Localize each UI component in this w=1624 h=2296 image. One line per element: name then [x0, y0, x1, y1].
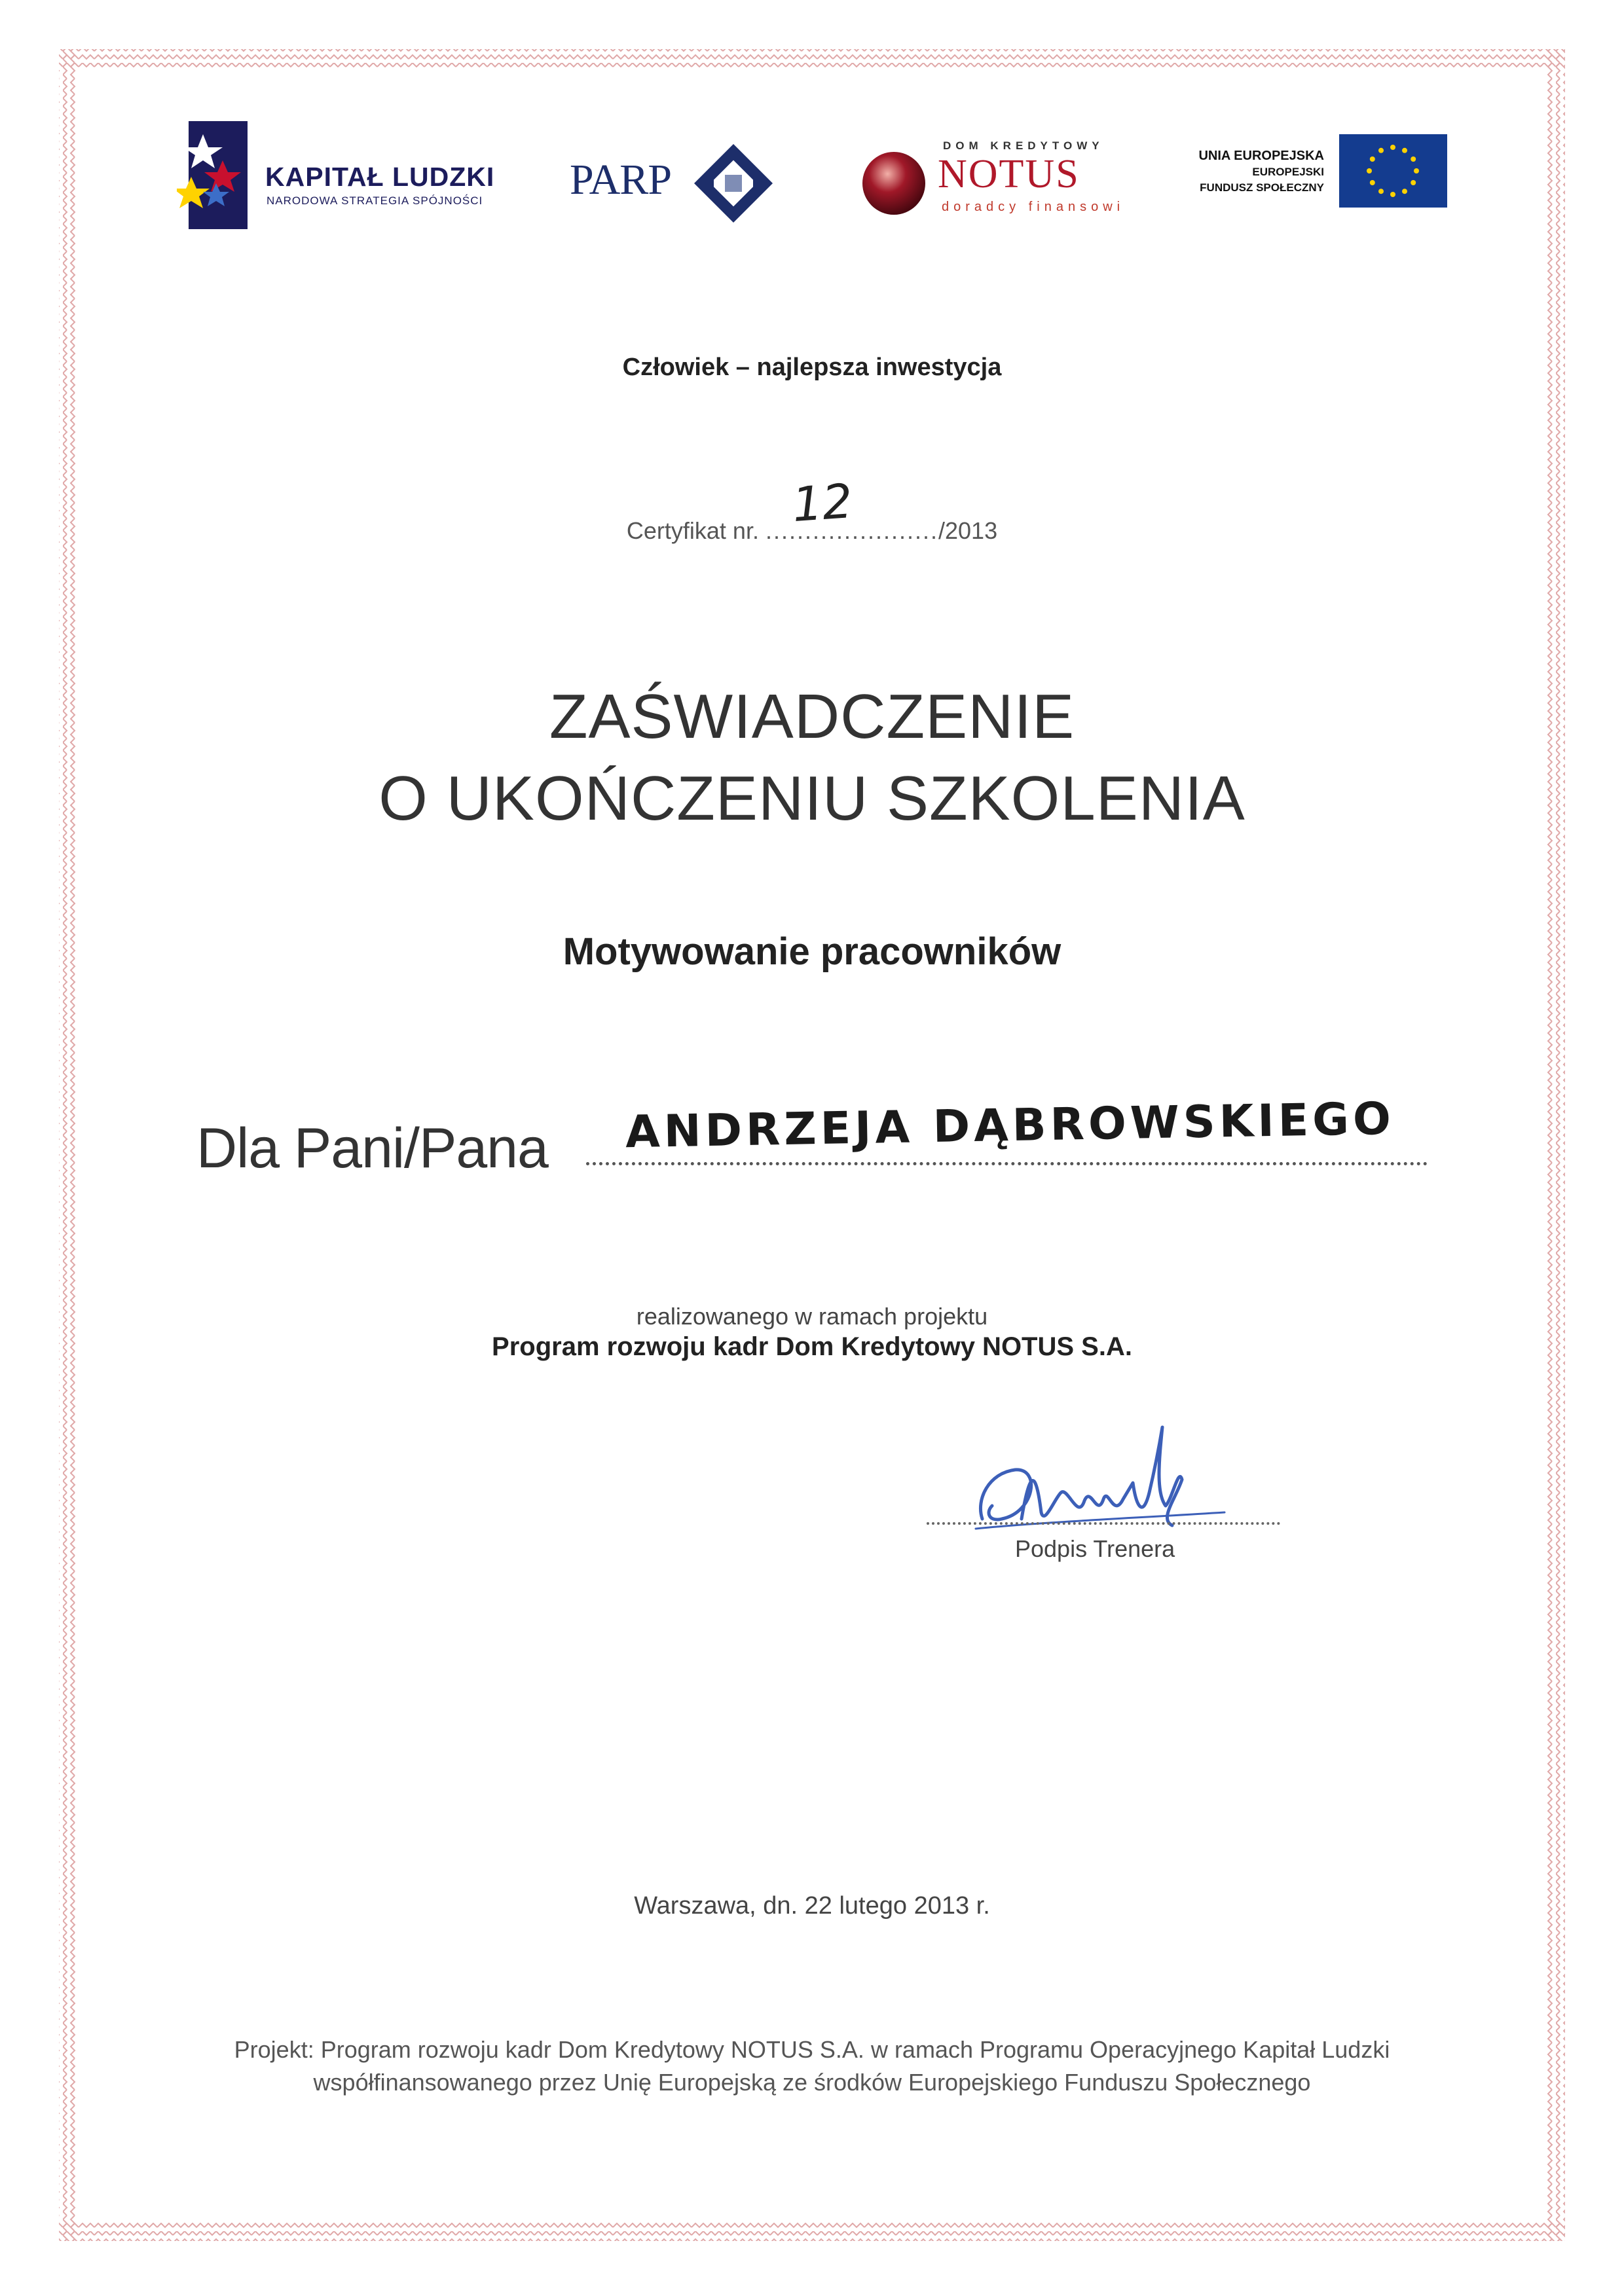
title-line-1: ZAŚWIADCZENIE — [549, 682, 1075, 752]
eu-star-icon — [1370, 156, 1375, 162]
logo-bar — [177, 121, 1447, 239]
course-name: Motywowanie pracowników — [563, 930, 1061, 973]
eu-line-2: EUROPEJSKI — [1252, 166, 1324, 178]
project-intro: realizowanego w ramach projektu — [636, 1303, 988, 1330]
signature-label: Podpis Trenera — [1015, 1535, 1175, 1562]
eu-logo — [1146, 134, 1447, 213]
kapital-ludzki-emblem-icon — [177, 121, 262, 239]
recipient-name-handwritten: ANDRZEJA DĄBROWSKIEGO — [625, 1093, 1395, 1159]
parp-name: PARP — [570, 156, 672, 204]
eu-star-icon — [1402, 148, 1407, 153]
kapital-ludzki-logo — [177, 121, 517, 239]
certificate-prefix: Certyfikat nr. — [626, 517, 759, 544]
eu-star-icon — [1367, 168, 1372, 173]
eu-flag-icon — [1339, 134, 1447, 208]
eu-star-icon — [1390, 192, 1395, 197]
motto: Człowiek – najlepsza inwestycja — [622, 354, 1002, 381]
certificate-suffix: /2013 — [938, 517, 998, 544]
eu-line-1: UNIA EUROPEJSKA — [1198, 149, 1324, 163]
eu-star-icon — [1378, 148, 1384, 153]
eu-star-icon — [1411, 156, 1416, 162]
parp-diamond-icon — [691, 141, 776, 226]
footer-line-2: współfinansowanego przez Unię Europejską ze środków Europejskiego Funduszu Społecznego — [313, 2069, 1311, 2096]
eu-star-icon — [1411, 180, 1416, 185]
eu-star-icon — [1414, 168, 1419, 173]
notus-name: NOTUS — [938, 152, 1080, 196]
project-name: Program rozwoju kadr Dom Kredytowy NOTUS S.A. — [492, 1332, 1132, 1361]
signature-dotted-line — [927, 1522, 1280, 1525]
parp-logo — [570, 141, 786, 226]
eu-star-icon — [1402, 189, 1407, 194]
place-and-date: Warszawa, dn. 22 lutego 2013 r. — [634, 1892, 990, 1920]
eu-star-icon — [1378, 189, 1384, 194]
certificate-number-handwritten: 12 — [790, 473, 855, 533]
recipient-label: Dla Pani/Pana — [196, 1117, 548, 1180]
eu-star-icon — [1370, 180, 1375, 185]
kapital-ludzki-title: KAPITAŁ LUDZKI — [265, 162, 495, 192]
notus-logo — [858, 134, 1125, 232]
notus-top-text: DOM KREDYTOWY — [943, 139, 1104, 152]
footer-line-1: Projekt: Program rozwoju kadr Dom Kredytowy NOTUS S.A. w ramach Programu Operacyjnego Kapitał Ludzki — [234, 2036, 1390, 2063]
kapital-ludzki-subtitle: NARODOWA STRATEGIA SPÓJNOŚCI — [267, 194, 483, 207]
certificate-dots: ...................... — [765, 517, 939, 544]
trainer-signature-icon — [963, 1421, 1238, 1552]
eu-star-icon — [1390, 145, 1395, 150]
title-line-2: O UKOŃCZENIU SZKOLENIA — [378, 763, 1246, 833]
notus-subtitle: doradcy finansowi — [942, 200, 1125, 214]
eu-line-3: FUNDUSZ SPOŁECZNY — [1200, 181, 1324, 194]
notus-sphere-icon — [858, 147, 930, 219]
recipient-dotted-line — [586, 1162, 1428, 1165]
